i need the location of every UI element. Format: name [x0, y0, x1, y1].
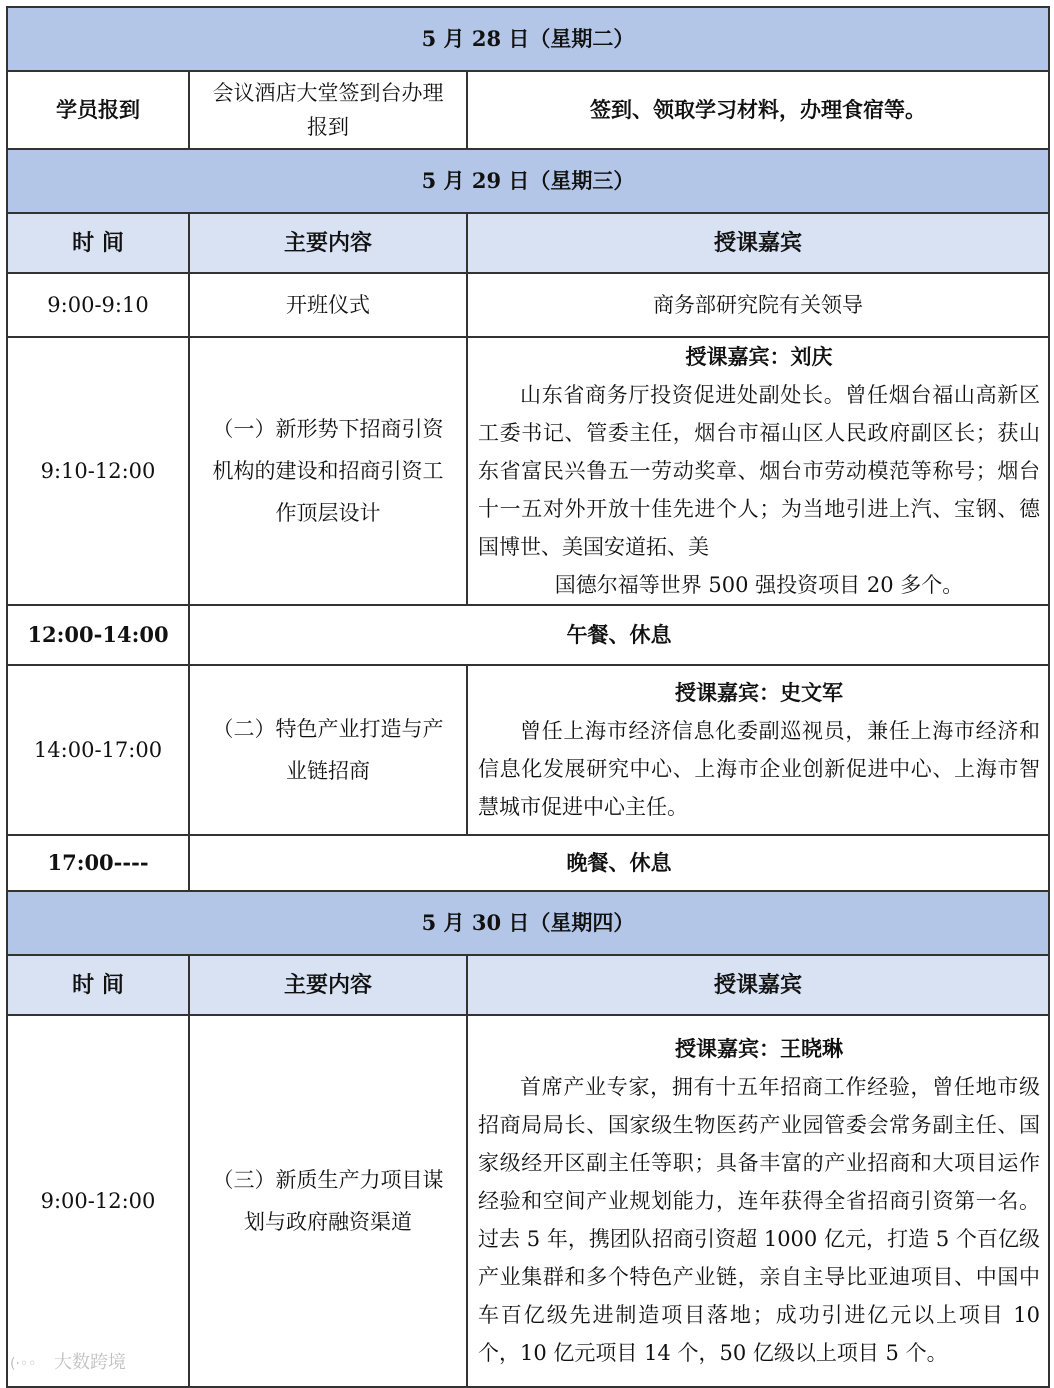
session2-guest — [467, 665, 1049, 835]
header-content: 主要内容 — [189, 955, 467, 1015]
opening-time: 9:00-9:10 — [7, 273, 189, 337]
session2-content: （二）特色产业打造与产业链招商 — [189, 665, 467, 835]
session3-time: 9:00-12:00 — [7, 1015, 189, 1387]
lunch-label: 午餐、休息 — [189, 605, 1049, 665]
session2-row — [7, 665, 1049, 835]
header-time: 时 间 — [7, 213, 189, 273]
registration-place: 会议酒店大堂签到台办理报到 — [189, 71, 467, 149]
opening-content: 开班仪式 — [189, 273, 467, 337]
session2-guest-title: 授课嘉宾：史文军 — [675, 680, 843, 705]
header-guest: 授课嘉宾 — [467, 955, 1049, 1015]
watermark-text: 大数跨境 — [54, 1352, 126, 1373]
column-header-row — [7, 213, 1049, 273]
session3-content: （三）新质生产力项目谋划与政府融资渠道 — [189, 1015, 467, 1387]
day3-title: 5 月 30 日（星期四） — [7, 891, 1049, 955]
session1-guest-bio-end: 国德尔福等世界 500 强投资项目 20 多个。 — [554, 573, 964, 597]
lunch-row — [7, 605, 1049, 665]
opening-row — [7, 273, 1049, 337]
registration-desc: 签到、领取学习材料，办理食宿等。 — [467, 71, 1049, 149]
session2-guest-bio: 曾任上海市经济信息化委副巡视员，兼任上海市经济和信息化发展研究中心、上海市企业创新促进中心、上海市智慧城市促进中心主任。 — [478, 719, 1040, 819]
day-header-row — [7, 891, 1049, 955]
column-header-row — [7, 955, 1049, 1015]
watermark — [10, 1348, 126, 1374]
registration-item: 学员报到 — [7, 71, 189, 149]
opening-guest: 商务部研究院有关领导 — [467, 273, 1049, 337]
registration-row — [7, 71, 1049, 149]
session2-time: 14:00-17:00 — [7, 665, 189, 835]
day-header-row — [7, 7, 1049, 71]
dinner-time: 17:00---- — [7, 835, 189, 891]
header-time: 时 间 — [7, 955, 189, 1015]
session3-guest-title: 授课嘉宾：王晓琳 — [675, 1036, 843, 1061]
session1-guest-title: 授课嘉宾：刘庆 — [685, 344, 833, 369]
session3-guest-bio: 首席产业专家，拥有十五年招商工作经验，曾任地市级招商局局长、国家级生物医药产业园管委会常务副主任、国家级经开区副主任等职；具备丰富的产业招商和大项目运作经验和空间产业规划能力，连年获得全省招商引资第一名。过去 5 年，携团队招商引资超 1000 亿元，打造 5 个百亿级产业集群和多个特色产业链，亲自主导比亚迪项目、中国中车百亿级先进制造项目落地；成功引进亿元以上项目 10 个，10 亿元项目 14 个，50 亿级以上项目 5 个。 — [478, 1075, 1040, 1365]
session1-guest-bio: 山东省商务厅投资促进处副处长。曾任烟台福山高新区工委书记、管委主任，烟台市福山区人民政府副区长；获山东省富民兴鲁五一劳动奖章、烟台市劳动模范等称号；烟台十一五对外开放十佳先进个人；为当地引进上汽、宝钢、德国博世、美国安道拓、美 — [478, 383, 1040, 559]
day-header-row — [7, 149, 1049, 213]
session1-row — [7, 337, 1049, 605]
dinner-label: 晚餐、休息 — [189, 835, 1049, 891]
session1-guest — [467, 337, 1049, 605]
session3-row — [7, 1015, 1049, 1387]
session3-guest — [467, 1015, 1049, 1387]
session1-time: 9:10-12:00 — [7, 337, 189, 605]
header-guest: 授课嘉宾 — [467, 213, 1049, 273]
schedule-table — [6, 6, 1050, 1388]
watermark-logo-icon: (·◦◦ — [10, 1356, 37, 1372]
day1-title: 5 月 28 日（星期二） — [7, 7, 1049, 71]
header-content: 主要内容 — [189, 213, 467, 273]
day2-title: 5 月 29 日（星期三） — [7, 149, 1049, 213]
lunch-time: 12:00-14:00 — [7, 605, 189, 665]
dinner-row — [7, 835, 1049, 891]
session1-content: （一）新形势下招商引资机构的建设和招商引资工作顶层设计 — [189, 337, 467, 605]
